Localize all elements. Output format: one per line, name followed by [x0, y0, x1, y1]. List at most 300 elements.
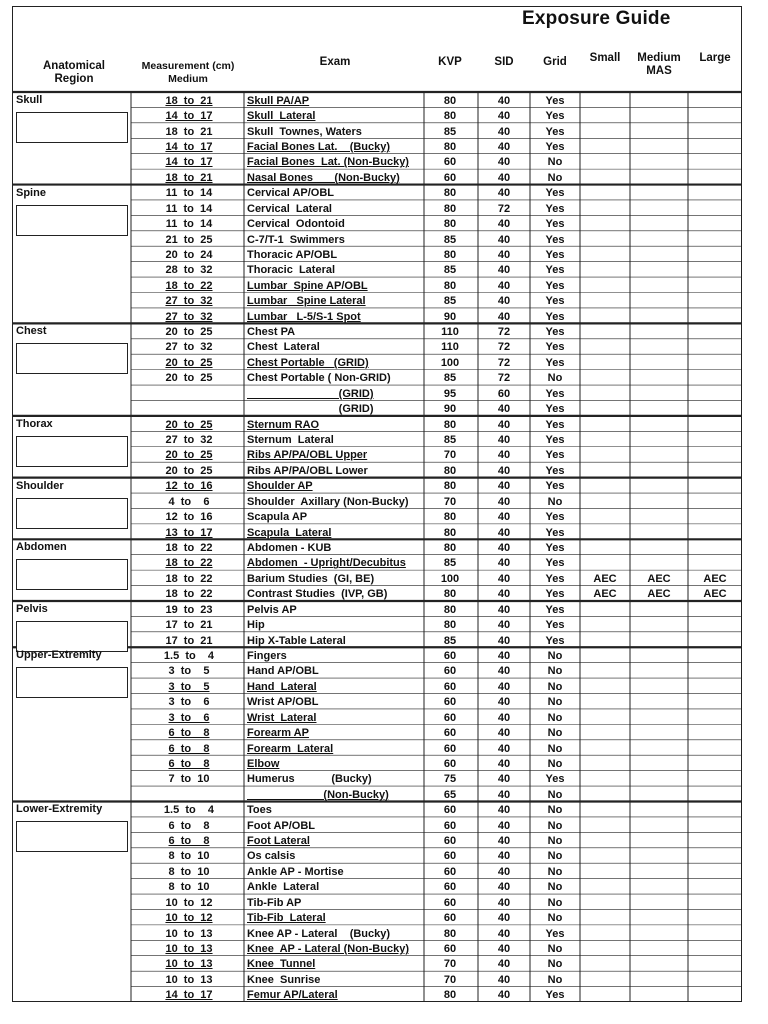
cell-exam: Os calsis — [247, 850, 296, 863]
cell-sid: 40 — [497, 572, 511, 585]
cell-sid: 40 — [497, 418, 511, 431]
cell-exam: Abdomen - KUB — [247, 542, 332, 554]
header-small: Small — [589, 52, 621, 64]
cell-kvp: 90 — [443, 310, 457, 323]
cell-sid: 40 — [497, 218, 511, 231]
cell-kvp: 80 — [443, 94, 457, 107]
region-notes-box — [16, 436, 128, 467]
cell-grid: Yes — [545, 418, 565, 431]
cell-kvp: 80 — [443, 542, 457, 554]
cell-grid: Yes — [545, 110, 565, 123]
cell-exam: (GRID) — [247, 387, 374, 400]
header-medium: Medium — [637, 52, 681, 64]
header-sid: SID — [494, 56, 514, 68]
cell-large-mas: AEC — [703, 572, 727, 585]
cell-measurement: 11 to 14 — [165, 218, 213, 231]
cell-sid: 40 — [497, 727, 511, 740]
cell-exam: Sternum Lateral — [247, 434, 334, 447]
cell-exam: Tib-Fib Lateral — [247, 912, 326, 925]
cell-kvp: 80 — [443, 511, 457, 524]
cell-sid: 40 — [497, 927, 511, 940]
cell-sid: 40 — [497, 711, 511, 724]
cell-exam: Cervical Odontoid — [247, 218, 345, 231]
cell-grid: Yes — [545, 449, 565, 462]
cell-kvp: 60 — [443, 835, 457, 848]
cell-sid: 40 — [497, 665, 511, 678]
cell-sid: 40 — [497, 542, 511, 554]
cell-kvp: 80 — [443, 603, 457, 616]
cell-kvp: 80 — [443, 588, 457, 601]
cell-sid: 72 — [497, 202, 511, 215]
cell-exam: Sternum RAO — [247, 418, 320, 431]
cell-sid: 40 — [497, 619, 511, 632]
cell-grid: No — [547, 850, 563, 863]
cell-grid: Yes — [545, 125, 565, 138]
cell-measurement: 20 to 25 — [165, 449, 213, 462]
header-region-line2: Region — [54, 73, 94, 85]
cell-measurement: 18 to 21 — [165, 125, 213, 138]
cell-measurement: 27 to 32 — [165, 295, 213, 308]
cell-exam: Hand Lateral — [247, 680, 317, 693]
cell-grid: Yes — [545, 634, 565, 647]
region-notes-box — [16, 559, 128, 590]
cell-grid: Yes — [545, 480, 565, 493]
cell-kvp: 65 — [443, 788, 457, 801]
cell-exam: Fingers — [247, 649, 287, 662]
cell-measurement: 27 to 32 — [165, 434, 213, 447]
cell-large-mas: AEC — [703, 588, 727, 601]
cell-kvp: 80 — [443, 989, 457, 1002]
cell-measurement: 4 to 6 — [168, 495, 210, 508]
cell-exam: Chest PA — [247, 326, 296, 339]
cell-exam: Scapula Lateral — [247, 526, 332, 539]
cell-kvp: 60 — [443, 742, 457, 755]
cell-grid: No — [547, 156, 563, 169]
cell-sid: 40 — [497, 94, 511, 107]
cell-exam: Pelvis AP — [247, 603, 297, 616]
cell-grid: No — [547, 711, 563, 724]
cell-kvp: 80 — [443, 619, 457, 632]
cell-grid: No — [547, 819, 563, 832]
cell-exam: Lumbar Spine Lateral — [247, 295, 366, 308]
cell-measurement: 6 to 8 — [168, 727, 210, 740]
header-exam: Exam — [319, 56, 351, 68]
cell-kvp: 90 — [443, 403, 457, 416]
cell-kvp: 110 — [441, 341, 459, 354]
cell-grid: Yes — [545, 387, 565, 400]
cell-kvp: 60 — [443, 727, 457, 740]
cell-sid: 40 — [497, 742, 511, 755]
region-name: Pelvis — [16, 602, 48, 615]
cell-measurement: 1.5 to 4 — [163, 804, 215, 817]
cell-sid: 72 — [497, 356, 511, 369]
region-notes-box — [16, 821, 128, 852]
cell-exam: Skull Lateral — [247, 110, 316, 123]
cell-grid: Yes — [545, 511, 565, 524]
cell-measurement: 14 to 17 — [165, 156, 213, 169]
cell-grid: Yes — [545, 341, 565, 354]
cell-grid: No — [547, 665, 563, 678]
cell-grid: Yes — [545, 773, 565, 786]
cell-measurement: 20 to 25 — [165, 464, 213, 477]
cell-kvp: 70 — [443, 973, 457, 986]
cell-sid: 40 — [497, 603, 511, 616]
region-name: Lower-Extremity — [16, 803, 103, 816]
cell-exam: Ankle AP - Mortise — [247, 865, 344, 878]
cell-medium-mas: AEC — [647, 588, 671, 601]
cell-measurement: 27 to 32 — [165, 310, 213, 323]
page-title: Exposure Guide — [522, 8, 671, 29]
cell-sid: 40 — [497, 187, 511, 200]
cell-sid: 40 — [497, 865, 511, 878]
cell-kvp: 80 — [443, 279, 457, 292]
cell-grid: Yes — [545, 434, 565, 447]
cell-exam: Knee AP - Lateral (Bucky) — [247, 927, 391, 940]
cell-measurement: 3 to 5 — [168, 680, 210, 693]
cell-measurement: 18 to 22 — [165, 588, 213, 601]
cell-grid: Yes — [545, 279, 565, 292]
cell-measurement: 17 to 21 — [165, 634, 213, 647]
cell-sid: 40 — [497, 850, 511, 863]
cell-kvp: 100 — [440, 356, 460, 369]
cell-exam: Cervical Lateral — [247, 202, 332, 215]
cell-sid: 40 — [497, 511, 511, 524]
cell-sid: 40 — [497, 696, 511, 709]
cell-small-mas: AEC — [593, 588, 617, 601]
cell-sid: 40 — [497, 588, 511, 601]
cell-sid: 40 — [497, 943, 511, 956]
cell-small-mas: AEC — [593, 572, 617, 585]
cell-sid: 40 — [497, 248, 511, 261]
cell-exam: Wrist Lateral — [247, 711, 317, 724]
cell-exam: (GRID) — [247, 403, 374, 416]
cell-kvp: 60 — [443, 757, 457, 770]
cell-grid: Yes — [545, 619, 565, 632]
cell-sid: 40 — [497, 480, 511, 493]
cell-kvp: 60 — [443, 819, 457, 832]
cell-measurement: 12 to 16 — [165, 511, 213, 524]
cell-grid: Yes — [545, 542, 565, 554]
cell-exam: Shoulder Axillary (Non-Bucky) — [247, 495, 409, 508]
cell-sid: 40 — [497, 233, 511, 246]
cell-sid: 40 — [497, 788, 511, 801]
cell-exam: Thoracic Lateral — [247, 264, 336, 277]
cell-kvp: 80 — [443, 187, 457, 200]
region-notes-box — [16, 498, 128, 529]
cell-kvp: 85 — [443, 264, 457, 277]
cell-kvp: 80 — [443, 202, 457, 215]
cell-kvp: 60 — [443, 865, 457, 878]
cell-sid: 40 — [497, 449, 511, 462]
cell-grid: No — [547, 788, 563, 801]
cell-measurement: 27 to 32 — [165, 341, 213, 354]
cell-exam: Forearm AP — [247, 727, 309, 740]
cell-kvp: 75 — [443, 773, 457, 786]
cell-measurement: 3 to 5 — [168, 665, 210, 678]
cell-kvp: 80 — [443, 248, 457, 261]
cell-grid: Yes — [545, 403, 565, 416]
cell-kvp: 85 — [443, 125, 457, 138]
cell-exam: Knee AP - Lateral (Non-Bucky) — [247, 943, 409, 956]
header-large: Large — [699, 52, 731, 64]
region-name: Thorax — [16, 417, 53, 430]
region-name: Spine — [16, 186, 46, 199]
cell-sid: 40 — [497, 649, 511, 662]
header-grid: Grid — [543, 56, 567, 68]
cell-grid: No — [547, 696, 563, 709]
cell-exam: Humerus (Bucky) — [247, 773, 372, 786]
cell-measurement: 20 to 24 — [165, 248, 213, 261]
cell-sid: 40 — [497, 557, 511, 570]
cell-measurement: 14 to 17 — [165, 110, 213, 123]
cell-measurement: 14 to 17 — [165, 989, 213, 1002]
cell-measurement: 1.5 to 4 — [163, 649, 215, 662]
cell-exam: Knee Sunrise — [247, 973, 321, 986]
cell-measurement: 6 to 8 — [168, 757, 210, 770]
cell-grid: No — [547, 372, 563, 385]
cell-kvp: 60 — [443, 943, 457, 956]
cell-measurement: 18 to 21 — [165, 94, 213, 107]
cell-grid: No — [547, 835, 563, 848]
cell-grid: Yes — [545, 140, 565, 153]
header-kvp: KVP — [438, 56, 462, 68]
cell-grid: No — [547, 973, 563, 986]
cell-kvp: 60 — [443, 171, 457, 184]
cell-kvp: 60 — [443, 804, 457, 817]
region-notes-box — [16, 205, 128, 236]
cell-measurement: 8 to 10 — [168, 865, 210, 878]
cell-sid: 40 — [497, 804, 511, 817]
cell-sid: 72 — [497, 326, 511, 339]
cell-grid: Yes — [545, 557, 565, 570]
header-measurement-line2: Medium — [168, 73, 208, 85]
cell-exam: Hip — [247, 619, 265, 632]
cell-grid: No — [547, 171, 563, 184]
cell-sid: 40 — [497, 171, 511, 184]
region-notes-box — [16, 621, 128, 652]
cell-kvp: 85 — [443, 557, 457, 570]
cell-exam: Foot Lateral — [247, 835, 310, 848]
cell-sid: 40 — [497, 295, 511, 308]
cell-sid: 40 — [497, 110, 511, 123]
cell-exam: Ankle Lateral — [247, 881, 320, 894]
cell-measurement: 20 to 25 — [165, 326, 213, 339]
cell-kvp: 100 — [440, 572, 460, 585]
cell-kvp: 80 — [443, 464, 457, 477]
cell-exam: Shoulder AP — [247, 480, 313, 493]
cell-grid: Yes — [545, 218, 565, 231]
cell-measurement: 17 to 21 — [165, 619, 213, 632]
cell-sid: 40 — [497, 819, 511, 832]
cell-kvp: 60 — [443, 680, 457, 693]
cell-sid: 40 — [497, 912, 511, 925]
cell-measurement: 10 to 12 — [165, 912, 213, 925]
cell-measurement: 11 to 14 — [165, 187, 213, 200]
cell-kvp: 80 — [443, 218, 457, 231]
cell-sid: 40 — [497, 958, 511, 971]
cell-kvp: 60 — [443, 665, 457, 678]
cell-kvp: 85 — [443, 233, 457, 246]
cell-sid: 40 — [497, 526, 511, 539]
cell-measurement: 19 to 23 — [165, 603, 213, 616]
cell-measurement: 28 to 32 — [165, 264, 213, 277]
cell-kvp: 60 — [443, 896, 457, 909]
cell-sid: 40 — [497, 264, 511, 277]
cell-exam: Femur AP/Lateral — [247, 989, 338, 1002]
cell-measurement: 3 to 6 — [168, 711, 210, 724]
cell-sid: 40 — [497, 896, 511, 909]
cell-grid: No — [547, 680, 563, 693]
cell-sid: 40 — [497, 464, 511, 477]
cell-medium-mas: AEC — [647, 572, 671, 585]
cell-sid: 40 — [497, 835, 511, 848]
cell-sid: 40 — [497, 403, 511, 416]
region-name: Abdomen — [16, 541, 67, 554]
cell-measurement: 7 to 10 — [168, 773, 210, 786]
cell-measurement: 18 to 22 — [165, 572, 213, 585]
cell-exam: Forearm Lateral — [247, 742, 334, 755]
cell-sid: 40 — [497, 680, 511, 693]
cell-grid: Yes — [545, 187, 565, 200]
cell-sid: 40 — [497, 634, 511, 647]
cell-exam: Scapula AP — [247, 511, 308, 524]
cell-kvp: 85 — [443, 634, 457, 647]
cell-grid: No — [547, 649, 563, 662]
cell-kvp: 60 — [443, 711, 457, 724]
cell-sid: 72 — [497, 372, 511, 385]
cell-grid: No — [547, 804, 563, 817]
cell-grid: Yes — [545, 588, 565, 601]
cell-grid: No — [547, 958, 563, 971]
cell-measurement: 18 to 22 — [165, 542, 213, 554]
region-notes-box — [16, 343, 128, 374]
region-notes-box — [16, 112, 128, 143]
cell-grid: No — [547, 727, 563, 740]
cell-grid: Yes — [545, 603, 565, 616]
cell-exam: Chest Portable ( Non-GRID) — [247, 372, 391, 385]
cell-sid: 40 — [497, 757, 511, 770]
cell-exam: Toes — [247, 804, 272, 817]
cell-sid: 40 — [497, 495, 511, 508]
cell-grid: Yes — [545, 572, 565, 585]
cell-grid: Yes — [545, 94, 565, 107]
cell-grid: Yes — [545, 989, 565, 1002]
cell-measurement: 10 to 13 — [165, 958, 213, 971]
cell-exam: Wrist AP/OBL — [247, 696, 319, 709]
cell-exam: Barium Studies (GI, BE) — [247, 572, 375, 585]
region-name: Skull — [16, 94, 43, 106]
region-name: Upper-Extremity — [16, 649, 102, 662]
cell-kvp: 80 — [443, 140, 457, 153]
cell-kvp: 80 — [443, 110, 457, 123]
cell-grid: Yes — [545, 310, 565, 323]
cell-exam: Hand AP/OBL — [247, 665, 319, 678]
cell-grid: No — [547, 881, 563, 894]
cell-measurement: 13 to 17 — [165, 526, 213, 539]
cell-sid: 72 — [497, 341, 511, 354]
cell-measurement: 10 to 12 — [165, 896, 213, 909]
cell-measurement: 8 to 10 — [168, 850, 210, 863]
cell-grid: Yes — [545, 233, 565, 246]
cell-grid: Yes — [545, 927, 565, 940]
cell-grid: No — [547, 742, 563, 755]
cell-kvp: 80 — [443, 526, 457, 539]
cell-kvp: 80 — [443, 480, 457, 493]
cell-kvp: 60 — [443, 156, 457, 169]
cell-grid: No — [547, 912, 563, 925]
cell-kvp: 80 — [443, 927, 457, 940]
cell-measurement: 6 to 8 — [168, 742, 210, 755]
cell-grid: Yes — [545, 264, 565, 277]
header-mas: MAS — [646, 65, 672, 77]
cell-exam: Facial Bones Lat. (Bucky) — [247, 140, 391, 153]
cell-sid: 40 — [497, 881, 511, 894]
region-name: Chest — [16, 325, 47, 338]
cell-grid: Yes — [545, 248, 565, 261]
cell-measurement: 20 to 25 — [165, 356, 213, 369]
cell-measurement: 14 to 17 — [165, 140, 213, 153]
cell-sid: 60 — [497, 387, 511, 400]
cell-exam: Elbow — [247, 757, 280, 770]
cell-exam: C-7/T-1 Swimmers — [247, 233, 345, 246]
cell-measurement: 3 to 6 — [168, 696, 210, 709]
cell-measurement: 11 to 14 — [165, 202, 213, 215]
cell-kvp: 80 — [443, 418, 457, 431]
cell-grid: Yes — [545, 464, 565, 477]
cell-exam: Chest Portable (GRID) — [247, 356, 369, 369]
cell-grid: No — [547, 495, 563, 508]
cell-sid: 40 — [497, 279, 511, 292]
cell-exam: Hip X-Table Lateral — [247, 634, 346, 647]
cell-kvp: 85 — [443, 372, 457, 385]
cell-measurement: 20 to 25 — [165, 372, 213, 385]
cell-measurement: 10 to 13 — [165, 973, 213, 986]
cell-measurement: 10 to 13 — [165, 943, 213, 956]
header-region-line1: Anatomical — [43, 60, 105, 72]
cell-exam: Chest Lateral — [247, 341, 320, 354]
cell-measurement: 18 to 21 — [165, 171, 213, 184]
cell-grid: Yes — [545, 295, 565, 308]
cell-grid: No — [547, 757, 563, 770]
cell-exam: Foot AP/OBL — [247, 819, 316, 832]
cell-sid: 40 — [497, 434, 511, 447]
cell-exam: Cervical AP/OBL — [247, 187, 335, 200]
cell-kvp: 60 — [443, 696, 457, 709]
cell-sid: 40 — [497, 310, 511, 323]
cell-exam: Lumbar Spine AP/OBL — [247, 279, 368, 292]
cell-grid: Yes — [545, 326, 565, 339]
cell-measurement: 6 to 8 — [168, 835, 210, 848]
cell-sid: 40 — [497, 973, 511, 986]
cell-grid: Yes — [545, 526, 565, 539]
cell-kvp: 60 — [443, 850, 457, 863]
cell-sid: 40 — [497, 125, 511, 138]
cell-exam: Nasal Bones (Non-Bucky) — [247, 171, 400, 184]
cell-exam: Ribs AP/PA/OBL Upper — [247, 449, 368, 462]
cell-measurement: 18 to 22 — [165, 279, 213, 292]
cell-exam: Knee Tunnel — [247, 958, 316, 971]
region-name: Shoulder — [16, 479, 64, 492]
cell-sid: 40 — [497, 773, 511, 786]
cell-exam: Tib-Fib AP — [247, 896, 302, 909]
cell-grid: Yes — [545, 356, 565, 369]
cell-measurement: 20 to 25 — [165, 418, 213, 431]
cell-measurement: 6 to 8 — [168, 819, 210, 832]
cell-sid: 40 — [497, 156, 511, 169]
cell-measurement: 12 to 16 — [165, 480, 213, 493]
cell-measurement: 8 to 10 — [168, 881, 210, 894]
cell-exam: Facial Bones Lat. (Non-Bucky) — [247, 156, 409, 169]
